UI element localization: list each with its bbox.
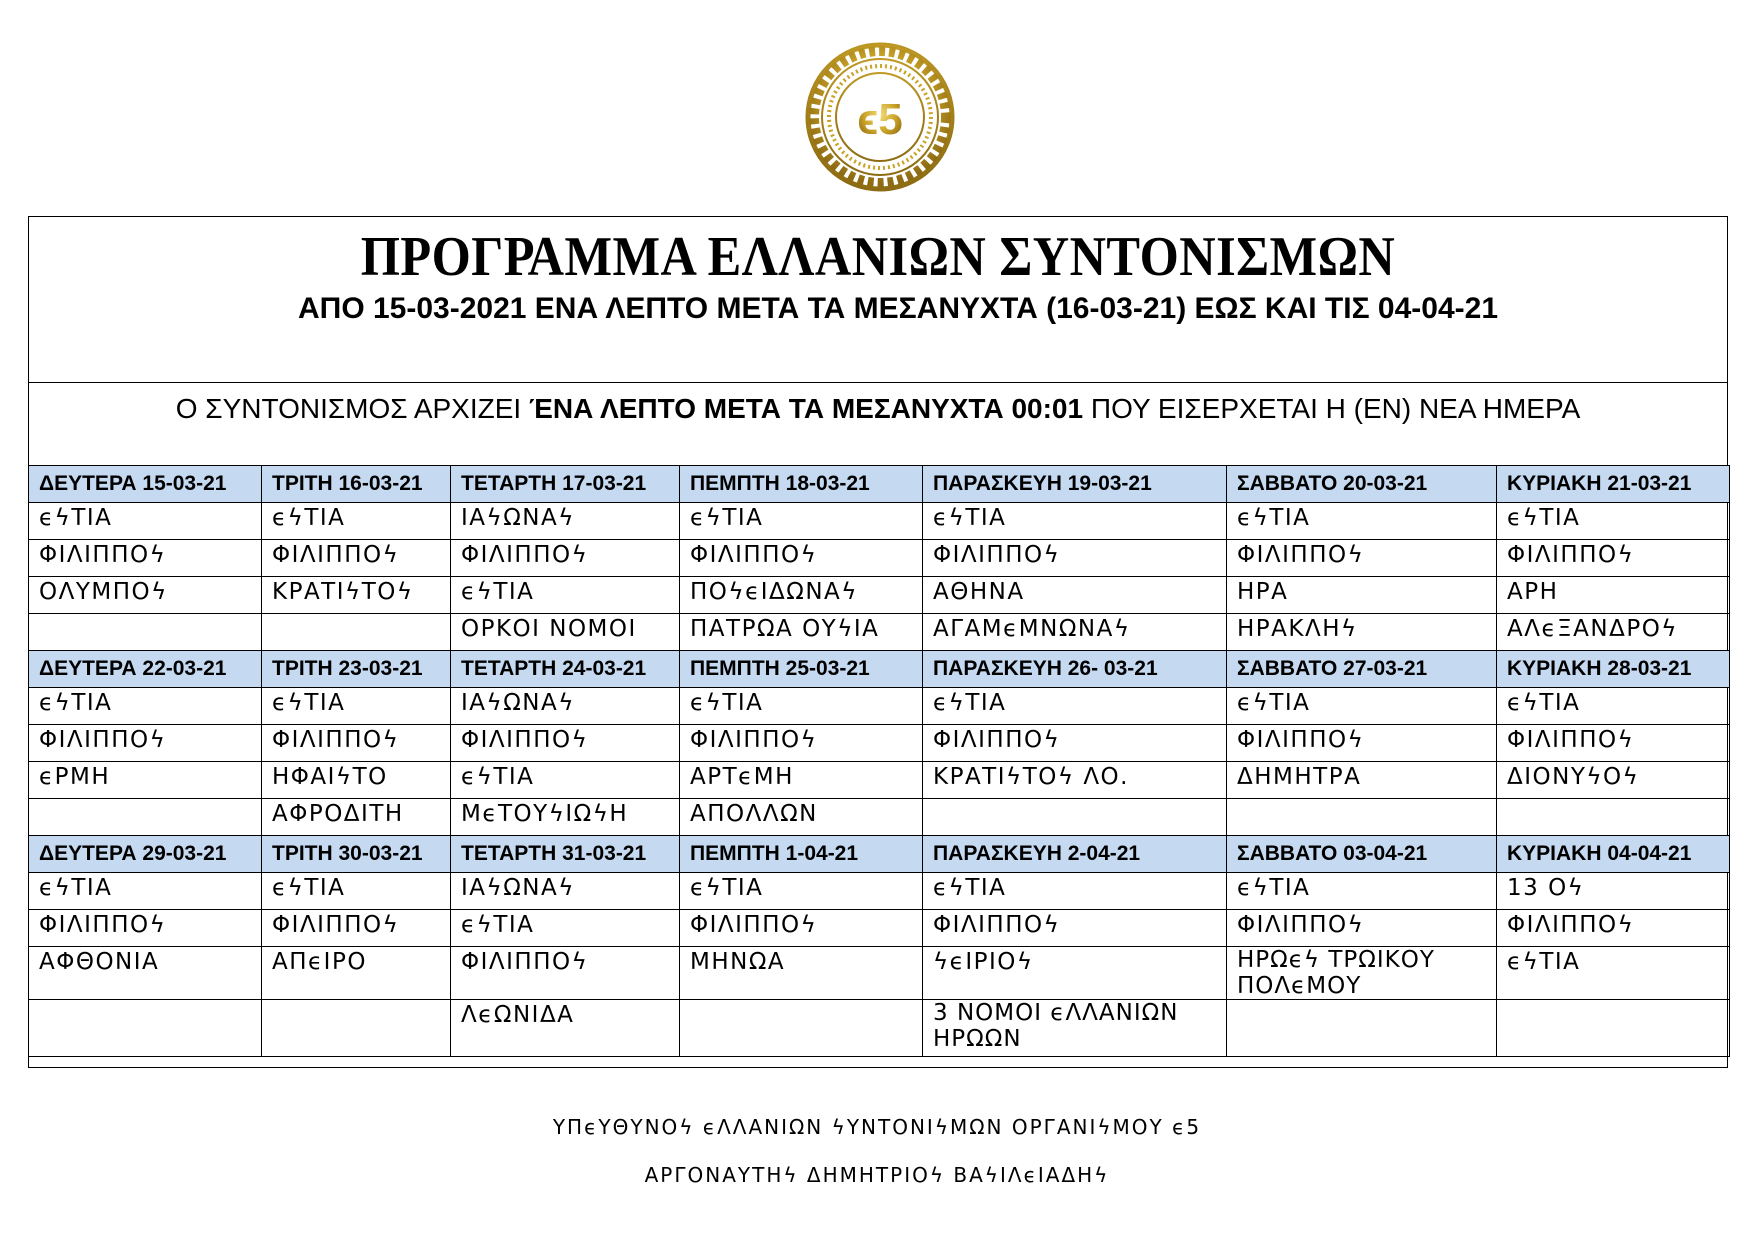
schedule-entry: ϵϟΤΙΑ — [451, 577, 680, 614]
schedule-entry: ΗΡΑΚΛΗϟ — [1227, 614, 1497, 651]
week-header-row — [29, 466, 1730, 503]
schedule-entry: ΛϵΩΝΙΔΑ — [451, 1000, 680, 1057]
entry-row — [29, 577, 1730, 614]
schedule-entry: ϵϟΤΙΑ — [451, 910, 680, 947]
day-header: ΣΑΒΒΑΤΟ 03-04-21 — [1227, 836, 1497, 873]
entry-row — [29, 762, 1730, 799]
schedule-entry: ΑΠΟΛΛΩΝ — [680, 799, 923, 836]
schedule-entry: ΦΙΛΙΠΠΟϟ — [923, 725, 1227, 762]
schedule-entry: ΦΙΛΙΠΠΟϟ — [29, 910, 262, 947]
schedule-entry: ΜΗΝΩΑ — [680, 947, 923, 1000]
schedule-document — [28, 216, 1728, 1068]
entry-row — [29, 725, 1730, 762]
schedule-entry: ΦΙΛΙΠΠΟϟ — [262, 910, 451, 947]
entry-row — [29, 947, 1730, 1000]
entry-row — [29, 688, 1730, 725]
entry-row — [29, 540, 1730, 577]
page-title: ΠΡΟΓΡΑΜΜΑ ΕΛΛΑΝΙΩΝ ΣΥΝΤΟΝΙΣΜΩΝ — [360, 226, 1396, 288]
schedule-entry: ΦΙΛΙΠΠΟϟ — [680, 910, 923, 947]
schedule-entry: ϟϵΙΡΙΟϟ — [923, 947, 1227, 1000]
schedule-entry: ϵϟΤΙΑ — [923, 503, 1227, 540]
schedule-entry — [262, 1000, 451, 1057]
schedule-entry: ΦΙΛΙΠΠΟϟ — [1497, 910, 1730, 947]
schedule-entry: ΑΘΗΝΑ — [923, 577, 1227, 614]
schedule-entry: ϵϟΤΙΑ — [262, 503, 451, 540]
schedule-entry: ΗΡΩϵϟ ΤΡΩΙΚΟΥ ΠΟΛϵΜΟΥ — [1227, 947, 1497, 1000]
day-header: ΔΕΥΤΕΡΑ 22-03-21 — [29, 651, 262, 688]
svg-text:ϵ5: ϵ5 — [857, 95, 903, 144]
entry-row — [29, 873, 1730, 910]
schedule-entry: ΙΑϟΩΝΑϟ — [451, 688, 680, 725]
day-header: ΠΑΡΑΣΚΕΥΗ 26- 03-21 — [923, 651, 1227, 688]
schedule-entry: ϵϟΤΙΑ — [923, 873, 1227, 910]
note-box — [29, 383, 1727, 465]
schedule-entry: ΜϵΤΟΥϟΙΩϟΗ — [451, 799, 680, 836]
schedule-entry: ϵϟΤΙΑ — [680, 873, 923, 910]
schedule-entry: ϵϟΤΙΑ — [1227, 688, 1497, 725]
schedule-entry — [29, 614, 262, 651]
schedule-entry — [1227, 1000, 1497, 1057]
schedule-entry: ΔΗΜΗΤΡΑ — [1227, 762, 1497, 799]
schedule-entry — [1497, 1000, 1730, 1057]
schedule-entry: 3 ΝΟΜΟΙ ϵΛΛΑΝΙΩΝ ΗΡΩΩΝ — [923, 1000, 1227, 1057]
day-header: ΣΑΒΒΑΤΟ 27-03-21 — [1227, 651, 1497, 688]
schedule-entry: ΠΑΤΡΩΑ ΟΥϟΙΑ — [680, 614, 923, 651]
schedule-entry: 13 Οϟ — [1497, 873, 1730, 910]
schedule-entry: ϵϟΤΙΑ — [29, 688, 262, 725]
schedule-entry: ϵϟΤΙΑ — [262, 688, 451, 725]
schedule-entry: ΦΙΛΙΠΠΟϟ — [923, 540, 1227, 577]
schedule-entry: ΦΙΛΙΠΠΟϟ — [1227, 910, 1497, 947]
day-header: ΠΑΡΑΣΚΕΥΗ 2-04-21 — [923, 836, 1227, 873]
schedule-entry: ΙΑϟΩΝΑϟ — [451, 503, 680, 540]
entry-row — [29, 1000, 1730, 1057]
schedule-entry: ΦΙΛΙΠΠΟϟ — [451, 540, 680, 577]
schedule-entry: ΦΙΛΙΠΠΟϟ — [29, 725, 262, 762]
schedule-entry: ΑΦΘΟΝΙΑ — [29, 947, 262, 1000]
schedule-entry: ΦΙΛΙΠΠΟϟ — [29, 540, 262, 577]
schedule-entry: ΦΙΛΙΠΠΟϟ — [923, 910, 1227, 947]
schedule-entry: ΑΠϵΙΡΟ — [262, 947, 451, 1000]
page-subtitle: ΑΠΟ 15-03-2021 ΕΝΑ ΛΕΠΤΟ ΜΕΤΑ ΤΑ ΜΕΣΑΝΥΧΤΑ (16-03-21) ΕΩΣ ΚΑΙ ΤΙΣ 04-04-21 — [297, 292, 1499, 325]
schedule-entry: ϵϟΤΙΑ — [680, 503, 923, 540]
day-header: ΤΕΤΑΡΤΗ 17-03-21 — [451, 466, 680, 503]
schedule-entry — [29, 1000, 262, 1057]
schedule-entry: ΦΙΛΙΠΠΟϟ — [262, 725, 451, 762]
schedule-entry: ΗΡΑ — [1227, 577, 1497, 614]
schedule-entry: ΙΑϟΩΝΑϟ — [451, 873, 680, 910]
schedule-entry: ΦΙΛΙΠΠΟϟ — [451, 725, 680, 762]
footer-signature: ΑΡΓΟΝΑΥΤΗϟ ΔΗΜΗΤΡΙΟϟ ΒΑϟΙΛϵΙΑΔΗϟ — [644, 1163, 1110, 1187]
schedule-entry: ϵϟΤΙΑ — [1497, 947, 1730, 1000]
schedule-entry: ΦΙΛΙΠΠΟϟ — [680, 540, 923, 577]
schedule-entry: ΦΙΛΙΠΠΟϟ — [1497, 540, 1730, 577]
entry-row — [29, 799, 1730, 836]
schedule-entry: ϵϟΤΙΑ — [29, 503, 262, 540]
day-header: ΔΕΥΤΕΡΑ 15-03-21 — [29, 466, 262, 503]
schedule-entry: ΦΙΛΙΠΠΟϟ — [451, 947, 680, 1000]
schedule-entry: ΑΛϵΞΑΝΔΡΟϟ — [1497, 614, 1730, 651]
day-header: ΚΥΡΙΑΚΗ 28-03-21 — [1497, 651, 1730, 688]
day-header: ΠΕΜΠΤΗ 1-04-21 — [680, 836, 923, 873]
schedule-entry: ΑΡΤϵΜΗ — [680, 762, 923, 799]
footer-responsible: ΥΠϵΥΘΥΝΟϟ ϵΛΛΑΝΙΩΝ ϟΥΝΤΟΝΙϟΜΩΝ ΟΡΓΑΝΙϟΜΟΥ ϵ5 — [552, 1115, 1202, 1139]
day-header: ΤΡΙΤΗ 16-03-21 — [262, 466, 451, 503]
entry-row — [29, 503, 1730, 540]
day-header: ΤΕΤΑΡΤΗ 24-03-21 — [451, 651, 680, 688]
schedule-entry: ϵϟΤΙΑ — [451, 762, 680, 799]
note-text-after: ΠΟΥ ΕΙΣΕΡΧΕΤΑΙ Η (ΕΝ) ΝΕΑ ΗΜΕΡΑ — [1083, 393, 1581, 424]
day-header: ΤΡΙΤΗ 30-03-21 — [262, 836, 451, 873]
schedule-entry — [262, 614, 451, 651]
title-box — [29, 217, 1727, 383]
schedule-entry: ΦΙΛΙΠΠΟϟ — [1227, 725, 1497, 762]
week-header-row — [29, 651, 1730, 688]
schedule-entry: ΦΙΛΙΠΠΟϟ — [1227, 540, 1497, 577]
day-header: ΚΥΡΙΑΚΗ 21-03-21 — [1497, 466, 1730, 503]
schedule-entry: ϵϟΤΙΑ — [29, 873, 262, 910]
schedule-entry — [1497, 799, 1730, 836]
organization-logo — [805, 42, 955, 192]
schedule-entry — [29, 799, 262, 836]
schedule-entry — [923, 799, 1227, 836]
day-header: ΣΑΒΒΑΤΟ 20-03-21 — [1227, 466, 1497, 503]
schedule-entry: ΦΙΛΙΠΠΟϟ — [262, 540, 451, 577]
schedule-entry: ΚΡΑΤΙϟΤΟϟ ΛΟ. — [923, 762, 1227, 799]
day-header: ΠΕΜΠΤΗ 18-03-21 — [680, 466, 923, 503]
schedule-entry: ΑΡΗ — [1497, 577, 1730, 614]
schedule-entry: ΟΡΚΟΙ ΝΟΜΟΙ — [451, 614, 680, 651]
schedule-entry: ϵϟΤΙΑ — [923, 688, 1227, 725]
schedule-entry: ϵϟΤΙΑ — [262, 873, 451, 910]
schedule-entry: ϵΡΜΗ — [29, 762, 262, 799]
schedule-entry: ΦΙΛΙΠΠΟϟ — [680, 725, 923, 762]
entry-row — [29, 614, 1730, 651]
day-header: ΤΡΙΤΗ 23-03-21 — [262, 651, 451, 688]
day-header: ΚΥΡΙΑΚΗ 04-04-21 — [1497, 836, 1730, 873]
schedule-entry: ϵϟΤΙΑ — [1497, 688, 1730, 725]
schedule-table — [28, 465, 1730, 1057]
entry-row — [29, 910, 1730, 947]
schedule-entry: ΦΙΛΙΠΠΟϟ — [1497, 725, 1730, 762]
note-text-before: Ο ΣΥΝΤΟΝΙΣΜΟΣ ΑΡΧΙΖΕΙ — [175, 393, 529, 424]
schedule-entry: ΗΦΑΙϟΤΟ — [262, 762, 451, 799]
day-header: ΔΕΥΤΕΡΑ 29-03-21 — [29, 836, 262, 873]
day-header: ΠΕΜΠΤΗ 25-03-21 — [680, 651, 923, 688]
schedule-entry: ΠΟϟϵΙΔΩΝΑϟ — [680, 577, 923, 614]
week-header-row — [29, 836, 1730, 873]
day-header: ΤΕΤΑΡΤΗ 31-03-21 — [451, 836, 680, 873]
schedule-entry: ΔΙΟΝΥϟΟϟ — [1497, 762, 1730, 799]
schedule-entry: ΚΡΑΤΙϟΤΟϟ — [262, 577, 451, 614]
schedule-entry: ϵϟΤΙΑ — [1227, 503, 1497, 540]
schedule-entry: ΟΛΥΜΠΟϟ — [29, 577, 262, 614]
schedule-entry — [1227, 799, 1497, 836]
schedule-entry: ϵϟΤΙΑ — [1227, 873, 1497, 910]
schedule-entry: ΑΦΡΟΔΙΤΗ — [262, 799, 451, 836]
schedule-entry: ϵϟΤΙΑ — [1497, 503, 1730, 540]
start-note — [29, 393, 1727, 425]
meander-seal-icon — [805, 42, 955, 192]
schedule-entry: ϵϟΤΙΑ — [680, 688, 923, 725]
schedule-entry: ΑΓΑΜϵΜΝΩΝΑϟ — [923, 614, 1227, 651]
day-header: ΠΑΡΑΣΚΕΥΗ 19-03-21 — [923, 466, 1227, 503]
note-text-bold: ΈΝΑ ΛΕΠΤΟ ΜΕΤΑ ΤΑ ΜΕΣΑΝΥΧΤΑ 00:01 — [528, 393, 1084, 424]
schedule-entry — [680, 1000, 923, 1057]
